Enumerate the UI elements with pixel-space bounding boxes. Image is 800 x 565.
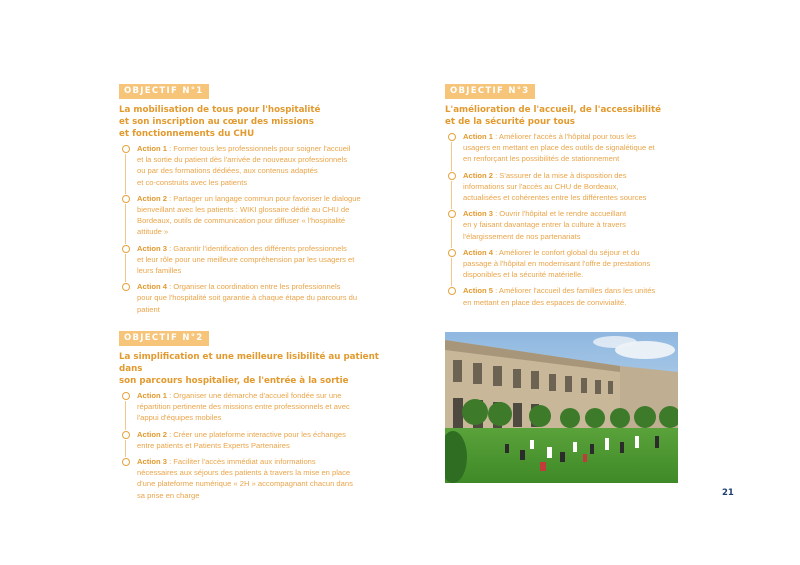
action-text-line (137, 143, 384, 154)
action-text: répartition pertinente des missions entre professionnels et avec (137, 402, 350, 412)
action-text: Bordeaux, outils de communication pour diffuser « l'hospitalité (137, 216, 346, 226)
action-text-line (137, 215, 384, 226)
objective-badge: OBJECTIF N°1 (119, 84, 209, 99)
action-text-line (137, 193, 384, 204)
action-text: l'élargissement de nos partenariats (463, 231, 581, 241)
action-text: : Améliorer l'accueil des familles dans les unités (492, 286, 656, 296)
timeline-connector (451, 142, 452, 171)
action-text: en y faisant davantage entrer la culture à travers (463, 220, 626, 230)
action-text-line (137, 412, 384, 423)
action-text-line (137, 456, 384, 467)
action-text-line (463, 131, 680, 142)
objective-2 (119, 327, 384, 506)
action-text-line (137, 401, 384, 412)
action-text-line (137, 243, 384, 254)
action-text-line (463, 247, 680, 258)
action-text-line (137, 292, 384, 303)
action-text: : Organiser une démarche d'accueil fondée sur une (166, 391, 342, 400)
action-item (445, 208, 680, 242)
action-label: Action 1 (137, 144, 167, 153)
action-label: Action 2 (137, 193, 167, 203)
page-number: 21 (722, 488, 734, 498)
action-text: en renforçant les possibilités de stationnement (463, 154, 620, 164)
objective-3 (445, 80, 680, 313)
action-text-line (137, 165, 384, 176)
circle-bullet-icon (448, 249, 456, 257)
action-text-line (463, 219, 680, 230)
objective-title-line: La mobilisation de tous pour l'hospitalité (119, 105, 321, 115)
action-label: Action 1 (137, 391, 167, 400)
action-item (119, 456, 384, 501)
action-text: : Faciliter l'accès immédiat aux informations (166, 457, 316, 467)
action-text: usagers en mettant en place des outils de signalétique et (463, 143, 655, 153)
action-text-line (137, 254, 384, 265)
action-text-line (463, 142, 680, 153)
action-text-line (137, 390, 384, 401)
action-text-line (463, 269, 680, 280)
action-text: et la sortie du patient dès l'arrivée de nouveaux professionnels (137, 155, 347, 165)
action-label: Action 3 (137, 457, 167, 467)
circle-bullet-icon (122, 392, 130, 400)
action-text: : S'assurer de la mise à disposition des (492, 170, 627, 180)
circle-bullet-icon (122, 195, 130, 203)
timeline-connector (451, 219, 452, 248)
action-text: disponibles et la sécurité matérielle. (463, 270, 584, 280)
action-item (445, 170, 680, 204)
action-text: l'appui d'équipes mobiles (137, 413, 222, 423)
action-item (119, 143, 384, 188)
circle-bullet-icon (122, 245, 130, 253)
action-label: Action 2 (463, 170, 493, 180)
action-text-line (137, 478, 384, 489)
circle-bullet-icon (448, 287, 456, 295)
action-text-line (137, 281, 384, 292)
action-text: nécessaires aux séjours des patients à travers la mise en place (137, 468, 351, 478)
action-text: : Créer une plateforme interactive pour les échanges (166, 429, 346, 439)
circle-bullet-icon (448, 133, 456, 141)
action-item (445, 247, 680, 281)
objective-title-line: et son inscription au cœur des missions (119, 117, 314, 127)
objective-title (119, 104, 384, 140)
action-text: bienveillant avec les patients : WIKI glossaire dédié au CHU de (137, 205, 350, 215)
action-label: Action 5 (463, 286, 493, 296)
action-text-line (463, 153, 680, 164)
action-text: : Ouvrir l'hôpital et le rendre accueillant (492, 209, 627, 219)
action-text-line (137, 429, 384, 440)
action-text: : Partager un langage commun pour favoriser le dialogue (166, 193, 361, 203)
objective-title-line: et fonctionnements du CHU (119, 129, 255, 139)
objective-title-line: et de la sécurité pour tous (445, 117, 575, 127)
circle-bullet-icon (448, 210, 456, 218)
circle-bullet-icon (122, 458, 130, 466)
action-item (445, 285, 680, 307)
action-text: et leur rôle pour une meilleure compréhension par les usagers et (137, 254, 355, 264)
action-item (119, 243, 384, 277)
action-text: leurs familles (137, 266, 182, 276)
action-text-line (137, 177, 384, 188)
action-text: : Garantir l'identification des différents professionnels (166, 243, 347, 253)
action-list (119, 390, 384, 501)
action-text-line (137, 226, 384, 237)
timeline-connector (451, 181, 452, 210)
objective-badge: OBJECTIF N°2 (119, 331, 209, 346)
action-item (119, 429, 384, 451)
objective-title (119, 351, 384, 387)
action-item (445, 131, 680, 165)
action-text: passage à l'hôpital en modernisant l'offre de prestations (463, 259, 651, 269)
action-text-line (463, 231, 680, 242)
action-text: d'une plateforme numérique « 2H » accompagnant chacun dans (137, 479, 353, 489)
action-list (119, 143, 384, 315)
action-text: informations sur l'accès au CHU de Bordeaux, (463, 181, 619, 191)
action-text-line (463, 285, 680, 296)
action-label: Action 4 (137, 282, 167, 292)
timeline-connector (125, 440, 126, 457)
action-label: Action 2 (137, 429, 167, 439)
action-text: ou par des formations dédiées, aux contenus adaptés (137, 166, 318, 176)
action-text: : Organiser la coordination entre les professionnels (166, 282, 341, 292)
timeline-connector (451, 258, 452, 287)
objective-title-line: La simplification et une meilleure lisibilité au patient dans (119, 352, 379, 374)
courtyard-image (445, 332, 678, 483)
action-text-line (463, 208, 680, 219)
objective-title-line: son parcours hospitalier, de l'entrée à la sortie (119, 376, 349, 386)
action-text: sa prise en charge (137, 490, 200, 500)
action-item (119, 390, 384, 424)
action-text: : Former tous les professionnels pour soigner l'accueil (166, 144, 351, 153)
objective-title (445, 104, 680, 128)
action-label: Action 3 (137, 243, 167, 253)
timeline-connector (125, 154, 126, 194)
action-item (119, 281, 384, 315)
action-text-line (137, 304, 384, 315)
circle-bullet-icon (448, 172, 456, 180)
action-text-line (463, 170, 680, 181)
action-list (445, 131, 680, 308)
action-text: patient (137, 304, 160, 314)
action-text: pour que l'hospitalité soit garantie à chaque étape du parcours du (137, 293, 358, 303)
action-text: : Améliorer le confort global du séjour et du (492, 247, 640, 257)
action-label: Action 3 (463, 209, 493, 219)
action-text-line (137, 265, 384, 276)
action-label: Action 4 (463, 247, 493, 257)
action-text: : Améliorer l'accès à l'hôpital pour tous les (492, 132, 637, 141)
action-text-line (463, 297, 680, 308)
action-text: attitude » (137, 227, 169, 237)
objective-badge: OBJECTIF N°3 (445, 84, 535, 99)
action-text-line (463, 258, 680, 269)
objective-1 (119, 80, 384, 320)
timeline-connector (125, 204, 126, 244)
action-text-line (137, 440, 384, 451)
action-label: Action 1 (463, 132, 493, 141)
action-text: actualisées et cohérentes entre les différentes sources (463, 193, 647, 203)
action-text-line (137, 204, 384, 215)
action-item (119, 193, 384, 238)
circle-bullet-icon (122, 431, 130, 439)
circle-bullet-icon (122, 145, 130, 153)
timeline-connector (125, 401, 126, 430)
timeline-connector (125, 254, 126, 283)
action-text-line (463, 181, 680, 192)
action-text: et co-construits avec les patients (137, 177, 248, 187)
action-text-line (137, 467, 384, 478)
hospital-courtyard-photo (445, 332, 678, 483)
action-text: entre patients et Patients Experts Partenaires (137, 440, 290, 450)
action-text-line (463, 192, 680, 203)
circle-bullet-icon (122, 283, 130, 291)
action-text-line (137, 490, 384, 501)
action-text: en mettant en place des espaces de convivialité. (463, 297, 627, 307)
action-text-line (137, 154, 384, 165)
objective-title-line: L'amélioration de l'accueil, de l'accessibilité (445, 105, 662, 115)
